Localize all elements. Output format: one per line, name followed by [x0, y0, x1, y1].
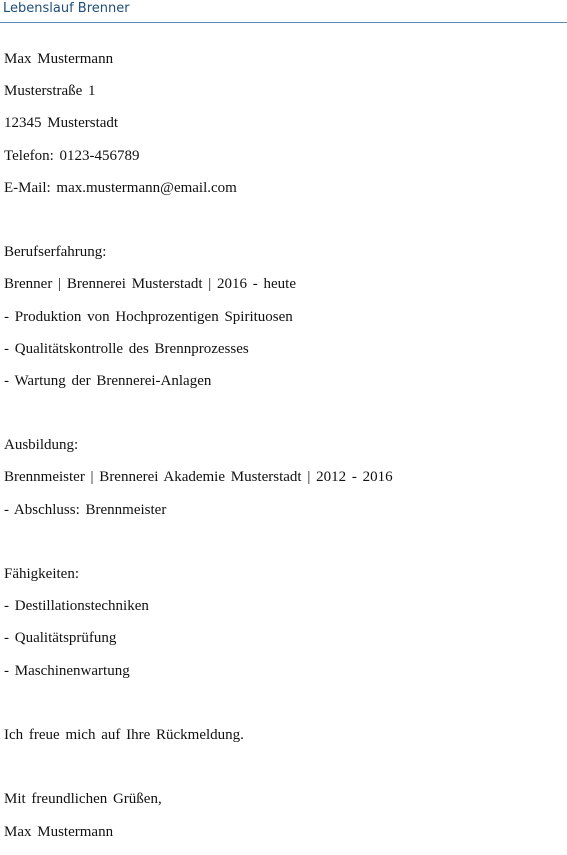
skills-item: - Maschinenwartung — [4, 662, 130, 679]
closing-signature: Max Mustermann — [4, 823, 114, 840]
header-title: Lebenslauf Brenner — [3, 1, 130, 16]
experience-item: - Produktion von Hochprozentigen Spirituosen — [4, 308, 293, 325]
experience-entry: Brenner | Brennerei Musterstadt | 2016 - heute — [4, 276, 297, 293]
experience-heading: Berufserfahrung: — [4, 244, 107, 261]
section-spacer — [4, 211, 564, 243]
skills-heading: Fähigkeiten: — [4, 566, 79, 582]
skills-item: - Qualitätsprüfung — [4, 630, 117, 647]
education-entry: Brennmeister | Brennerei Akademie Musterstadt | 2012 - 2016 — [4, 469, 393, 486]
contact-phone: Telefon: 0123-456789 — [4, 147, 140, 164]
section-spacer — [4, 758, 564, 790]
education-heading: Ausbildung: — [4, 437, 79, 454]
contact-city: 12345 Musterstadt — [4, 115, 119, 132]
section-spacer — [4, 694, 564, 726]
section-spacer — [4, 404, 564, 436]
document-body — [4, 50, 564, 855]
section-spacer — [4, 533, 564, 565]
header-divider — [0, 22, 567, 23]
contact-name: Max Mustermann — [4, 51, 114, 67]
closing-message: Ich freue mich auf Ihre Rückmeldung. — [4, 726, 244, 743]
education-item: - Abschluss: Brennmeister — [4, 501, 167, 518]
experience-item: - Qualitätskontrolle des Brennprozesses — [4, 340, 249, 357]
document-header — [0, 0, 567, 23]
skills-item: - Destillationstechniken — [4, 598, 149, 615]
contact-email: E-Mail: max.mustermann@email.com — [4, 179, 237, 196]
closing-greeting: Mit freundlichen Grüßen, — [4, 791, 162, 808]
contact-street: Musterstraße 1 — [4, 83, 96, 100]
experience-item: - Wartung der Brennerei-Anlagen — [4, 372, 212, 389]
